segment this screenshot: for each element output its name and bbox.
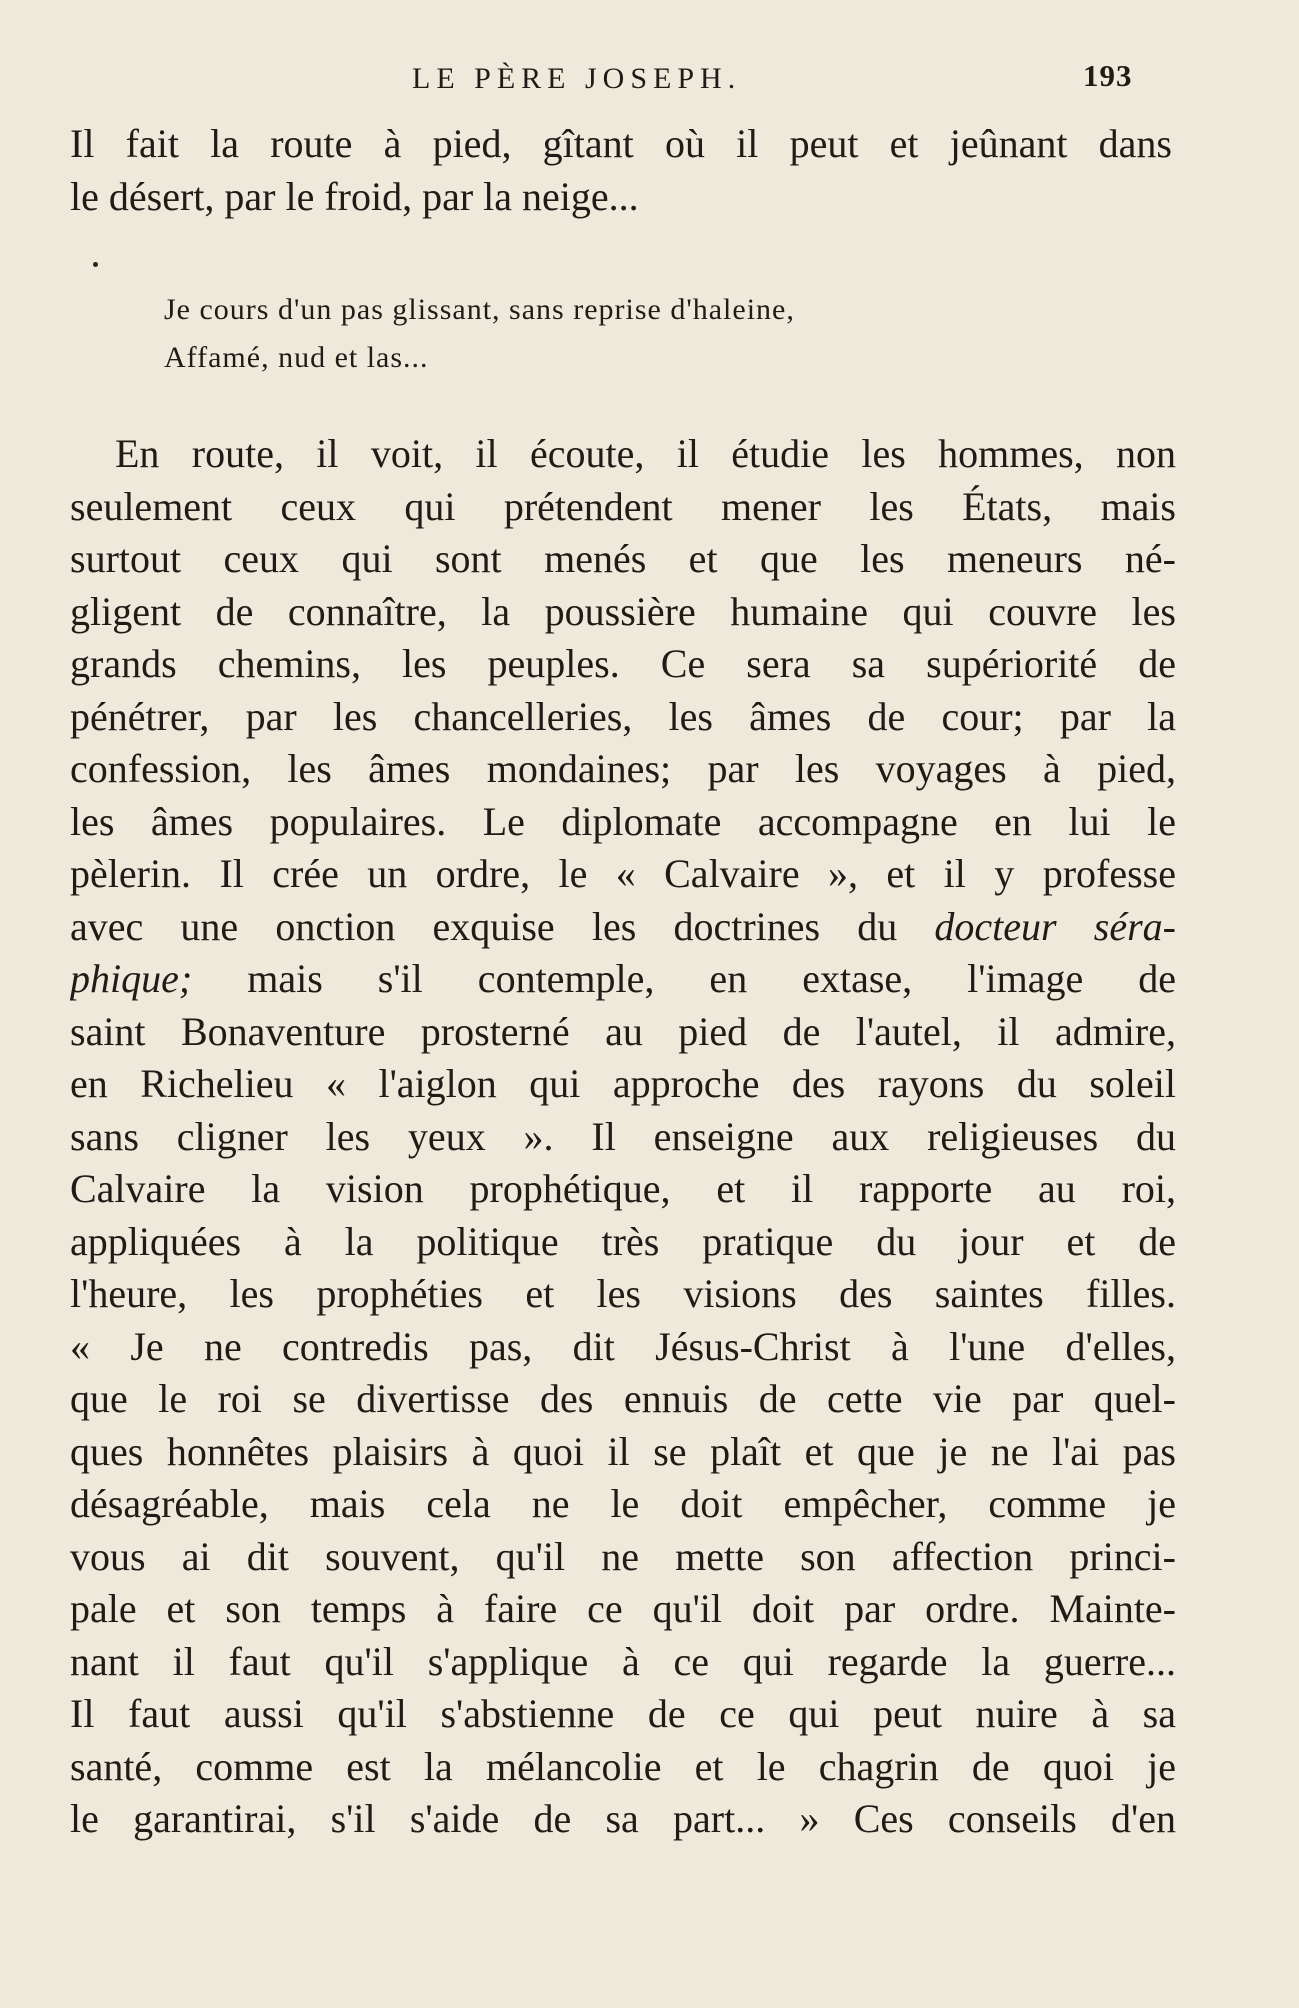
text-line: nant il faut qu'il s'applique à ce qui regarde la guerre... — [70, 1638, 1176, 1684]
text-segment: avec une onction exquise les doctrines du — [70, 903, 898, 949]
text-line — [70, 953, 1176, 1006]
text-line: Il faut aussi qu'il s'abstienne de ce qui peut nuire à sa — [70, 1691, 1176, 1736]
text-line: confession, les âmes mondaines; par les voyages à pied, — [70, 746, 1176, 791]
text-line: Il fait la route à pied, gîtant où il peut et jeûnant dans — [70, 121, 1172, 166]
text-line: le désert, par le froid, par la neige... — [70, 173, 639, 219]
page-number: 193 — [1083, 58, 1133, 93]
verse-line: Affamé, nud et las... — [164, 341, 429, 374]
text-line: désagréable, mais cela ne le doit empêcher, comme je — [70, 1481, 1176, 1526]
stray-mark — [93, 262, 98, 267]
text-line: l'heure, les prophéties et les visions des saintes filles. — [70, 1271, 1176, 1316]
text-line: pénétrer, par les chancelleries, les âmes de cour; par la — [70, 693, 1176, 739]
text-line: saint Bonaventure prosterné au pied de l'autel, il admire, — [70, 1008, 1176, 1054]
main-paragraph — [70, 428, 1176, 1846]
text-line: En route, il voit, il écoute, il étudie les hommes, non — [115, 431, 1176, 476]
text-line: gligent de connaître, la poussière humaine qui couvre les — [70, 588, 1176, 634]
intro-paragraph — [70, 118, 1172, 223]
running-head — [0, 58, 1299, 102]
text-line: « Je ne contredis pas, dit Jésus-Christ à l'une d'elles, — [70, 1323, 1176, 1369]
text-line: pale et son temps à faire ce qu'il doit par ordre. Mainte- — [70, 1586, 1176, 1631]
italic-term: phique; — [70, 956, 193, 1001]
running-title: LE PÈRE JOSEPH. — [412, 62, 742, 95]
text-line: grands chemins, les peuples. Ce sera sa supériorité de — [70, 641, 1176, 686]
text-line: appliquées à la politique très pratique du jour et de — [70, 1218, 1176, 1264]
text-line: en Richelieu « l'aiglon qui approche des rayons du soleil — [70, 1061, 1176, 1106]
verse-quotation — [164, 286, 994, 382]
text-line: vous ai dit souvent, qu'il ne mette son affection princi- — [70, 1533, 1176, 1579]
text-line: sans cligner les yeux ». Il enseigne aux religieuses du — [70, 1113, 1176, 1159]
text-line: que le roi se divertisse des ennuis de cette vie par quel- — [70, 1376, 1176, 1421]
text-line: surtout ceux qui sont menés et que les meneurs né- — [70, 536, 1176, 581]
italic-term: docteur séra- — [934, 903, 1176, 949]
text-line: santé, comme est la mélancolie et le chagrin de quoi je — [70, 1743, 1176, 1789]
text-line: Calvaire la vision prophétique, et il rapporte au roi, — [70, 1166, 1176, 1211]
text-line: le garantirai, s'il s'aide de sa part... » Ces conseils d'en — [70, 1796, 1176, 1841]
text-line: les âmes populaires. Le diplomate accompagne en lui le — [70, 798, 1176, 844]
verse-line: Je cours d'un pas glissant, sans reprise d'haleine, — [164, 293, 795, 326]
text-line: pèlerin. Il crée un ordre, le « Calvaire », et il y professe — [70, 851, 1176, 896]
text-segment: mais s'il contemple, en extase, l'image de — [247, 956, 1176, 1001]
text-line: ques honnêtes plaisirs à quoi il se plaît et que je ne l'ai pas — [70, 1428, 1176, 1474]
text-line — [70, 901, 1176, 954]
text-line: seulement ceux qui prétendent mener les États, mais — [70, 483, 1176, 529]
